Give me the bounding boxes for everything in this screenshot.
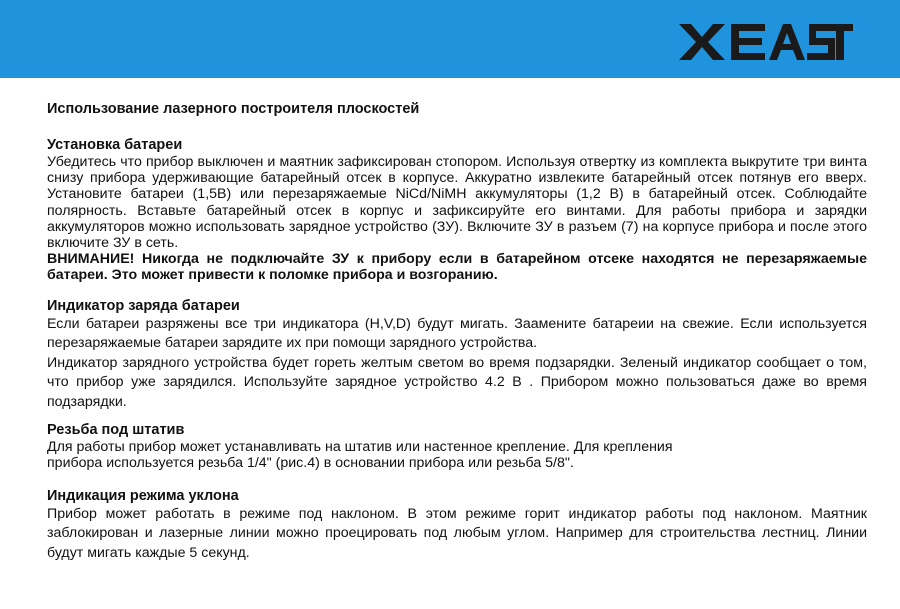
section-heading-battery-indicator: Индикатор заряда батареи [47,297,240,314]
brand-logo [677,22,853,62]
section-heading-tilt-mode: Индикация режима уклона [47,487,239,504]
battery-install-text: Убедитесь что прибор выключен и маятник зафиксирован стопором. Используя отвертку из комплекта выкрутите три винта снизу прибора удерживающие батарейный отсек в корпусе. Аккуратно извлеките батарейный отсек потянув его вверх. Установите батареи (1,5В) или перезаряжаемые NiCd/NiMH аккумуляторы (1,2 В) в батарейный отсек. Соблюдайте полярность. Вставьте батарейный отсек в корпус и зафиксируйте его винтами. Для работы прибора и зарядки аккумуляторов можно использовать зарядное устройство (ЗУ). Включите ЗУ в разъем (7) на корпусе прибора и после этого включите ЗУ в сеть. [47,154,867,252]
tripod-thread-line-1: Для работы прибор может устанавливать на штатив или настенное крепление. Для крепления [47,439,673,456]
battery-warning-text: ВНИМАНИЕ! Никогда не подключайте ЗУ к прибору если в батарейном отсеке находятся не перезаряжаемые батареи. Это может привести к поломке прибора и возгоранию. [47,251,867,284]
page-title: Использование лазерного построителя плоскостей [47,101,420,117]
section-heading-battery-install: Установка батареи [47,137,183,153]
battery-indicator-text-2: Индикатор зарядного устройства будет гореть желтым светом во время подзарядки. Зеленый индикатор сообщает о том, что прибор уже зарядился. Используйте зарядное устройство 4.2 В . Прибором можно пользоваться даже во время подзарядки. [47,354,867,410]
document-body [47,100,867,563]
tripod-thread-line-2: прибора используется резьба 1/4" (рис.4) в основании прибора или резьба 5/8". [47,455,574,472]
header-band [0,0,900,78]
battery-indicator-text-1: Если батареи разряжены все три индикатора (H,V,D) будут мигать. Заамените батареии на свежие. Если используется перезаряжаемые батареи зарядите их при помощи зарядного устройства. [47,315,867,352]
section-heading-tripod-thread: Резьба под штатив [47,422,185,439]
tilt-mode-text: Прибор может работать в режиме под наклоном. В этом режиме горит индикатор работы под наклоном. Маятник заблокирован и лазерные линии можно проецировать под любым углом. Например для строительства лестниц. Линии будут мигать каждые 5 секунд. [47,505,867,561]
